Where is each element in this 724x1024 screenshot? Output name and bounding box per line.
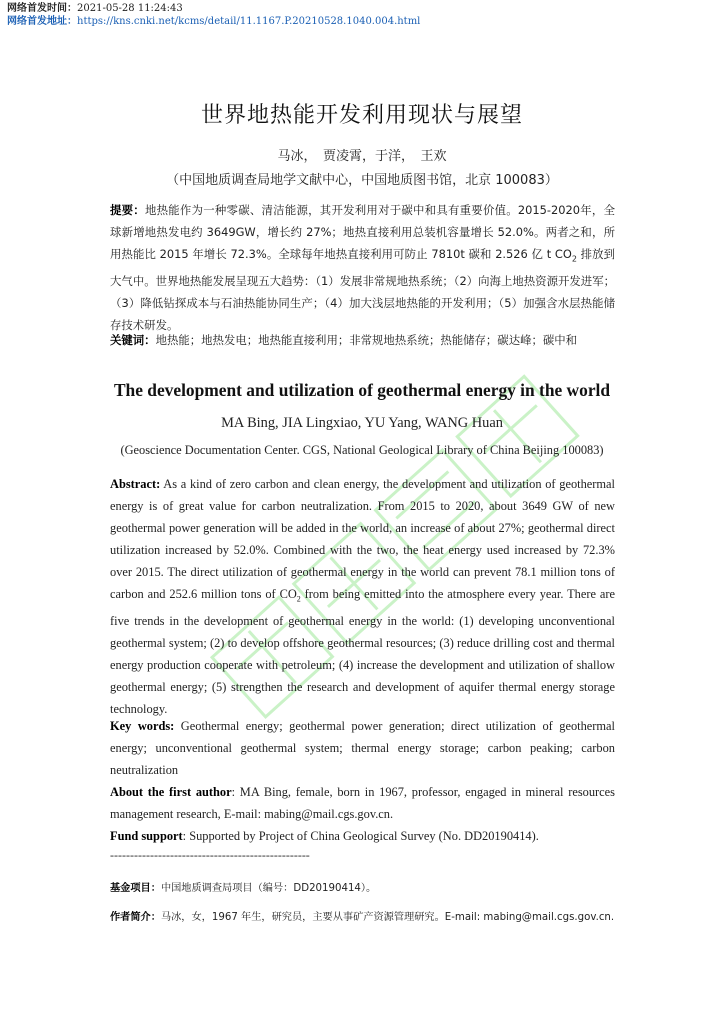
chinese-abstract-subscript: 2 — [571, 254, 577, 264]
chinese-keywords-label: 关键词： — [110, 333, 156, 347]
publish-time-value: 2021-05-28 11:24:43 — [77, 3, 183, 14]
publish-time-row — [7, 2, 420, 15]
english-fund-support — [110, 825, 615, 847]
english-affiliation: (Geoscience Documentation Center. CGS, National Geological Library of China Beijing 100083) — [120, 443, 604, 457]
footnote-author-text: 马冰，女，1967 年生，研究员，主要从事矿产资源管理研究。E-mail: mabing@mail.cgs.gov.cn. — [160, 912, 615, 923]
footnote-divider: -------------------------------------------------- — [110, 848, 310, 862]
chinese-affiliation: （中国地质调查局地学文献中心，中国地质图书馆，北京 100083） — [166, 173, 558, 188]
footnote-fund-text: 中国地质调查局项目（编号：DD20190414）。 — [160, 883, 377, 894]
english-fund-label: Fund support — [110, 829, 183, 843]
footnote-author-label: 作者简介： — [110, 912, 161, 923]
chinese-abstract-text-b: 排放到大气中。世界地热能发展呈现五大趋势：（1）发展非常规地热系统；（2）向海上地热资源开发进军；（3）降低钻探成本与石油热能协同生产；（4）加大浅层地热能的开发利用；（5）加强含水层热能储存技术研发。 — [110, 247, 615, 333]
english-keywords-text: Geothermal energy; geothermal power generation; direct utilization of geothermal energy; unconventional geothermal system; thermal energy storage; carbon peaking; carbon neutralization — [110, 719, 615, 777]
publish-url-row[interactable] — [7, 15, 420, 28]
chinese-abstract — [110, 199, 615, 336]
publish-url-label: 网络首发地址： — [7, 16, 77, 27]
english-fund-text: : Supported by Project of China Geological Survey (No. DD20190414). — [182, 829, 539, 843]
english-first-author-label: About the first author — [110, 785, 232, 799]
chinese-keywords-text: 地热能；地热发电；地热能直接利用；非常规地热系统；热能储存；碳达峰；碳中和 — [155, 333, 578, 347]
publish-url-link[interactable]: https://kns.cnki.net/kcms/detail/11.1167.P.20210528.1040.004.html — [77, 16, 421, 27]
chinese-authors: 马冰， 贾凌霄，于洋， 王欢 — [277, 149, 447, 164]
publish-time-label: 网络首发时间： — [7, 3, 77, 14]
english-title: The development and utilization of geothermal energy in the world — [113, 380, 611, 400]
chinese-abstract-label: 提要： — [110, 203, 145, 217]
english-keywords — [110, 715, 615, 781]
english-abstract-text-a: As a kind of zero carbon and clean energy, the development and utilization of geothermal energy is of great value for carbon neutralization. From 2015 to 2020, about 3649 GW of new geothermal power generation will be added in the world, an increase of about 27%; geothermal direct utilization increased by 52.0%. Combined with the two, the heat energy used increased by 72.3% over 2015. The direct utilization of geothermal energy in the world can prevent 78.1 million tons of carbon and 252.6 million tons of CO — [110, 477, 615, 601]
english-authors: MA Bing, JIA Lingxiao, YU Yang, WANG Huan — [221, 415, 503, 431]
footnote-fund-label: 基金项目： — [110, 883, 161, 894]
english-abstract-label: Abstract: — [110, 477, 161, 491]
english-first-author-text: : MA Bing, female, born in 1967, professor, engaged in mineral resources management research, E-mail: mabing@mail.cgs.gov.cn. — [110, 785, 616, 821]
footnote-author — [110, 908, 620, 923]
english-abstract-text-b: from being emitted into the atmosphere every year. There are five trends in the development of geothermal energy in the world: (1) developing unconventional geothermal system; (2) to develop offshore geothermal resources; (3) reduce drilling cost and thermal energy production cooperate with petroleum; (4) increase the development and utilization of shallow geothermal energy; (5) strengthen the research and development of aquifer thermal energy storage technology. — [110, 587, 615, 717]
online-publish-header — [7, 2, 420, 28]
english-keywords-label: Key words: — [110, 719, 175, 733]
chinese-keywords — [110, 329, 615, 351]
footnote-fund — [110, 879, 620, 894]
chinese-abstract-text-a: 地热能作为一种零碳、清洁能源，其开发利用对于碳中和具有重要价值。2015-2020年，全球新增地热发电约 3649GW，增长约 27%；地热直接利用总装机容量增长 52.0%。两者之和，所用热能比 2015 年增长 72.3%。全球每年地热直接利用可防止 7810t 碳和 2.526 亿 t CO — [110, 203, 615, 261]
english-abstract-subscript: 2 — [296, 594, 301, 604]
english-first-author — [110, 781, 615, 825]
english-abstract — [110, 473, 615, 720]
chinese-title: 世界地热能开发利用现状与展望 — [200, 103, 523, 128]
